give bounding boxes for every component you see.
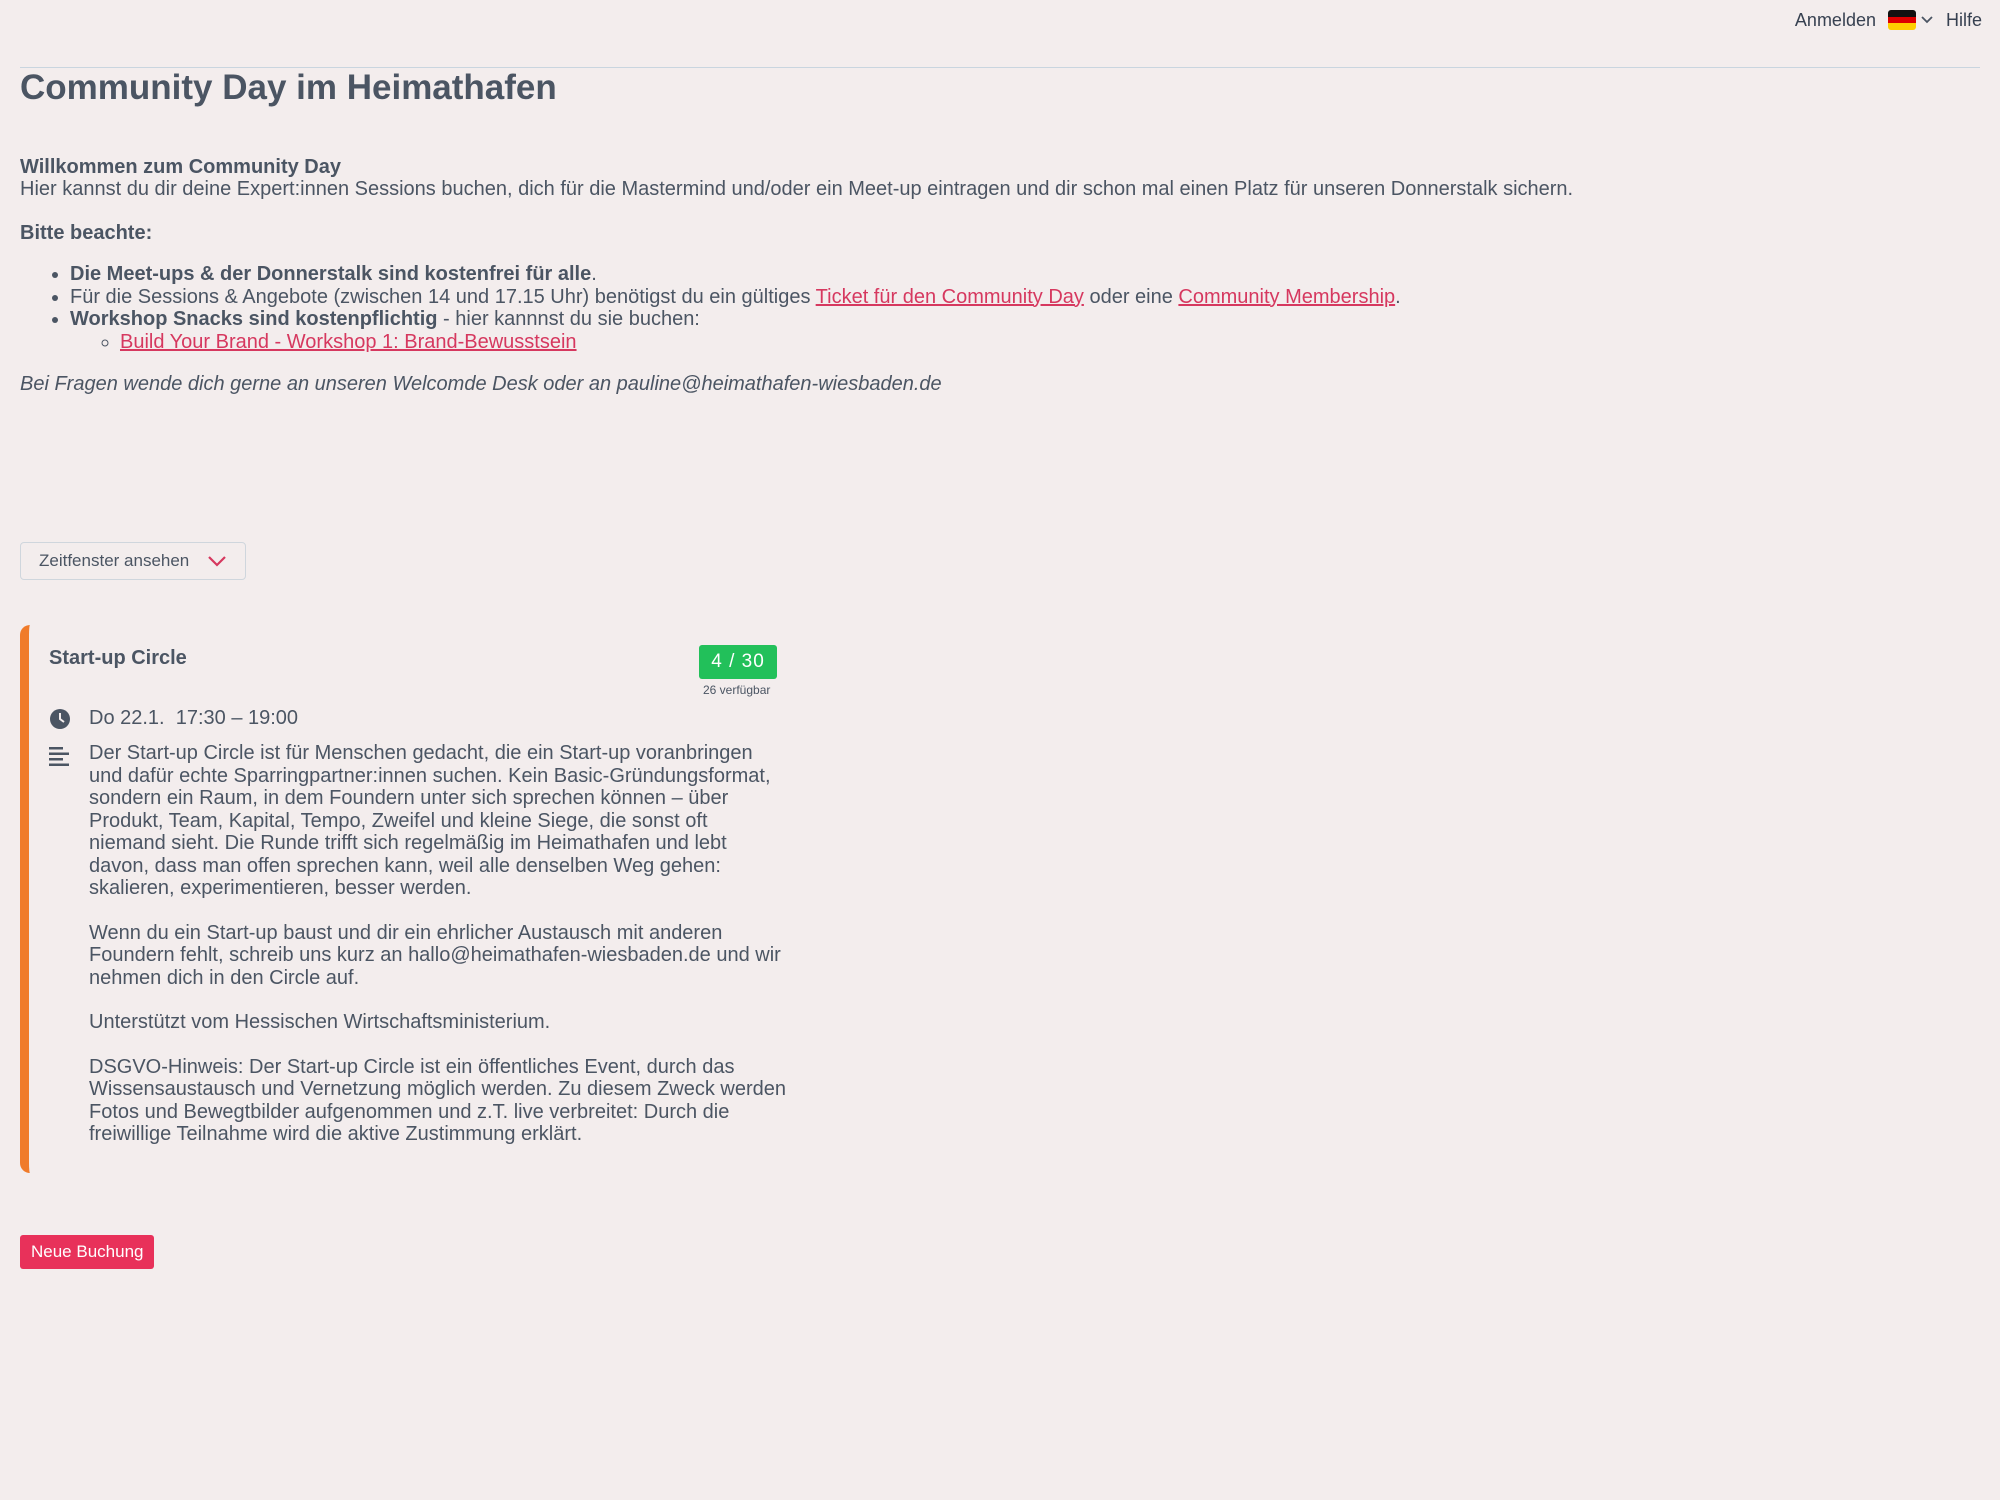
availability-text: 26 verfügbar xyxy=(703,683,771,697)
notes-list xyxy=(20,263,1980,353)
bullet-text: - hier kannnst du sie buchen: xyxy=(437,308,700,330)
intro-block xyxy=(20,156,1980,200)
page-title: Community Day im Heimathafen xyxy=(20,68,557,107)
chevron-down-icon xyxy=(207,554,227,568)
language-selector[interactable] xyxy=(1888,10,1934,30)
new-booking-button[interactable]: Neue Buchung xyxy=(20,1235,154,1269)
list-item xyxy=(120,331,1980,354)
description-paragraph: DSGVO-Hinweis: Der Start-up Circle ist ein öffentliches Event, durch das Wissensaustausch und Vernetzung möglich werden. Zu diesem Zweck werden Fotos und Bewegtbilder aufgenommen und z.T. live verbreitet: Durch die freiwillige Teilnahme wird die aktive Zustimmung erklärt. xyxy=(89,1055,787,1145)
sub-list xyxy=(70,331,1980,354)
event-description-row xyxy=(49,742,789,1168)
timeslot-dropdown-label: Zeitfenster ansehen xyxy=(39,551,190,570)
bullet-bold-text: Workshop Snacks sind kostenpflichtig xyxy=(70,308,438,330)
bullet-text: Für die Sessions & Angebote (zwischen 14 und 17.15 Uhr) benötigst du ein gültiges xyxy=(70,285,816,308)
welcome-text: Hier kannst du dir deine Expert:innen Sessions buchen, dich für die Mastermind und/oder ein Meet-up eintragen und dir schon mal einen Platz für unseren Donnerstalk sichern. xyxy=(20,178,1574,200)
login-link[interactable]: Anmelden xyxy=(1794,9,1876,30)
description-paragraph: Unterstützt vom Hessischen Wirtschaftsministerium. xyxy=(89,1011,551,1033)
event-card[interactable] xyxy=(20,625,787,1173)
german-flag-icon xyxy=(1888,10,1916,30)
bullet-text: oder eine xyxy=(1083,285,1179,308)
list-item xyxy=(70,308,1980,353)
top-bar xyxy=(1795,0,1982,40)
event-date-time: Do 22.1. 17:30 – 19:00 xyxy=(89,707,299,729)
membership-link[interactable]: Community Membership xyxy=(1178,285,1396,308)
bullet-text: . xyxy=(591,263,597,285)
description-paragraph: Der Start-up Circle ist für Menschen gedacht, die ein Start-up voranbringen und dafür echte Sparringpartner:innen suchen. Kein Basic-Gründungsformat, sondern ein Raum, in dem Foundern unter sich sprechen können – über Produkt, Team, Kapital, Tempo, Zweifel und kleine Siege, die sonst oft niemand sieht. Die Runde trifft sich regelmäßig im Heimathafen und lebt davon, dass man offen sprechen kann, weil alle denselben Weg gehen: skalieren, experimentieren, besser werden. xyxy=(89,742,771,899)
help-link[interactable]: Hilfe xyxy=(1945,9,1982,30)
text-align-left-icon xyxy=(49,746,71,766)
event-title: Start-up Circle xyxy=(49,647,187,669)
contact-note: Bei Fragen wende dich gerne an unseren Welcomde Desk oder an pauline@heimathafen-wiesbaden.de xyxy=(20,373,942,395)
list-item xyxy=(70,263,1980,286)
event-description xyxy=(89,742,789,1168)
clock-icon xyxy=(49,708,71,730)
event-time-row xyxy=(49,707,298,730)
note-title: Bitte beachte: xyxy=(20,222,153,244)
ticket-link[interactable]: Ticket für den Community Day xyxy=(815,285,1084,308)
bullet-text: . xyxy=(1395,285,1401,308)
capacity-badge: 4 / 30 xyxy=(699,645,777,679)
description-paragraph: Wenn du ein Start-up baust und dir ein ehrlicher Austausch mit anderen Foundern fehlt, schreib uns kurz an hallo@heimathafen-wiesbaden.de und wir nehmen dich in den Circle auf. xyxy=(89,921,781,989)
timeslot-dropdown[interactable] xyxy=(20,542,246,580)
welcome-heading: Willkommen zum Community Day xyxy=(20,156,341,178)
list-item xyxy=(70,286,1980,309)
main-content xyxy=(20,68,1980,396)
workshop-link[interactable]: Build Your Brand - Workshop 1: Brand-Bewusstsein xyxy=(120,330,577,353)
chevron-down-icon xyxy=(1920,13,1934,27)
bullet-bold-text: Die Meet-ups & der Donnerstalk sind kostenfrei für alle xyxy=(70,263,592,285)
